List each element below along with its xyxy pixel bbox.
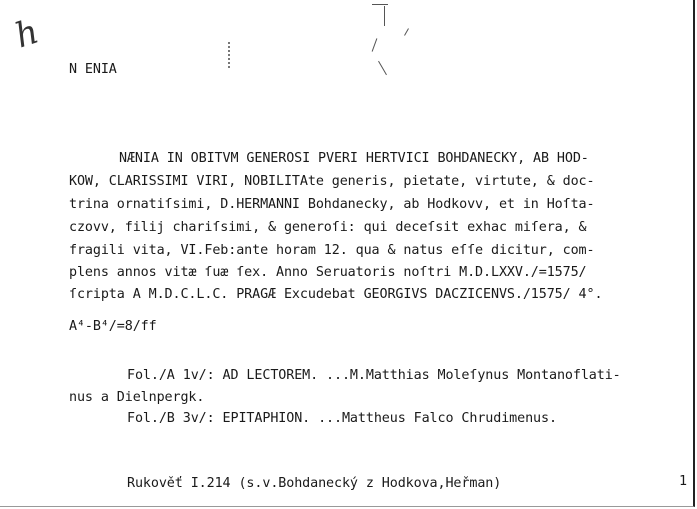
entry-line: ſcripta A M.D.C.L.C. PRAGÆ Excudebat GEORGIVS DACZICENVS./1575/ 4°.	[69, 287, 603, 302]
handwritten-mark: h	[10, 11, 44, 57]
entry-line: czovv, filij chariſsimi, & generoſi: qui deceſsit exhac miſera, &	[69, 220, 587, 235]
ink-mark	[404, 28, 409, 35]
folio-line: Fol./A 1v/: AD LECTOREM. ...M.Matthias Moleſynus Montanoflati-	[127, 368, 621, 383]
ink-mark	[378, 61, 387, 75]
entry-line: fragili vita, VI.Feb:ante horam 12. qua & natus eſſe dicitur, com-	[69, 243, 595, 258]
entry-line: plens annos vitæ ſuæ ſex. Anno Seruatoris noſtri M.D.LXXV./=1575/	[69, 265, 587, 280]
card-heading: N ENIA	[69, 62, 117, 77]
entry-line: KOW, CLARISSIMI VIRI, NOBILITAte generis, pietate, virtute, & doc-	[69, 174, 595, 189]
folio-line: Fol./B 3v/: EPITAPHION. ...Mattheus Falco Chrudimenus.	[127, 411, 557, 426]
collation-line: A⁴-B⁴/=8/ff	[69, 319, 157, 334]
ink-mark	[372, 4, 388, 5]
entry-line: trina ornatiſsimi, D.HERMANNI Bohdanecky, ab Hodkovv, et in Hoſta-	[69, 197, 595, 212]
punch-marks	[228, 42, 230, 68]
ink-mark	[384, 6, 385, 26]
folio-line: nus a Dielnpergk.	[69, 390, 205, 405]
reference-line: Rukověť I.214 (s.v.Bohdanecký z Hodkova,Heřman)	[127, 476, 502, 491]
entry-line: NÆNIA IN OBITVM GENEROSI PVERI HERTVICI BOHDANECKY, AB HOD-	[119, 151, 589, 166]
card-number: 1	[679, 474, 687, 489]
ink-mark	[372, 38, 378, 51]
